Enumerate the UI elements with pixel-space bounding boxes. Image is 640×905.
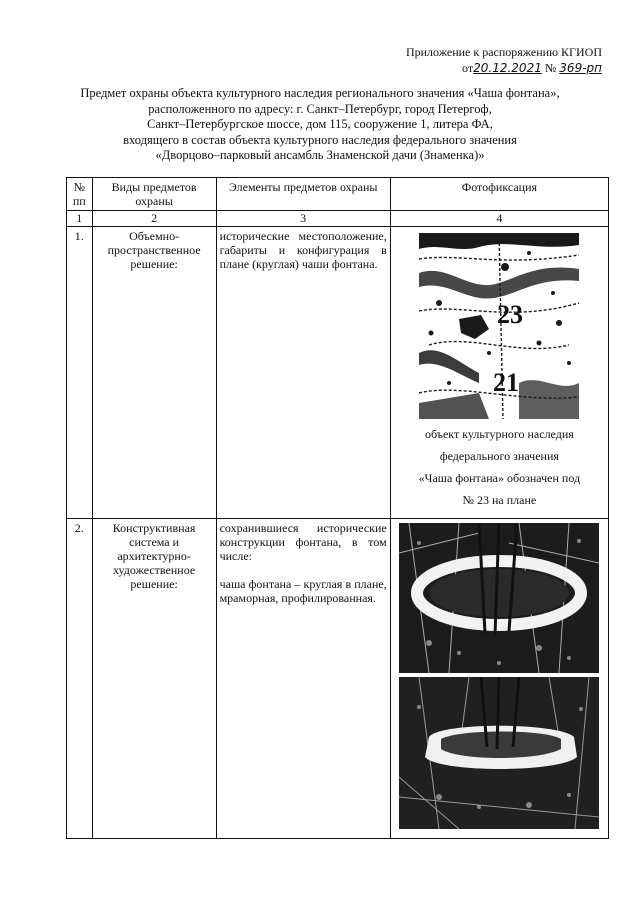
- caption-line: объект культурного наследия: [424, 427, 574, 441]
- plan-label-23: 23: [497, 300, 524, 329]
- col-number: 3: [216, 211, 390, 227]
- row-photo-cell: [390, 227, 608, 519]
- row-elements: исторические местоположение, габариты и конфигурация в плане (круглая) чаши фонтана.: [216, 227, 390, 519]
- header-photo: Фотофиксация: [390, 178, 608, 211]
- row-elements: [216, 519, 390, 839]
- title-line: входящего в состав объекта культурного наследия федерального значения: [123, 132, 517, 147]
- table-row: [67, 519, 609, 839]
- table-row: [67, 227, 609, 519]
- row-kind: Объемно-пространственное решение:: [92, 227, 216, 519]
- title-line: Предмет охраны объекта культурного наследия регионального значения «Чаша фонтана»,: [80, 86, 560, 100]
- col-number: 2: [92, 211, 216, 227]
- date-prefix: от: [462, 61, 474, 75]
- appendix-date-line: [406, 60, 602, 76]
- title-line: Санкт–Петербургское шоссе, дом 115, сооружение 1, литера ФА,: [147, 117, 493, 131]
- row-number: 1.: [67, 227, 93, 519]
- fountain-photo-1: [399, 523, 599, 673]
- col-number: 1: [67, 211, 93, 227]
- elements-paragraph: сохранившиеся исторические конструкции фонтана, в том числе:: [219, 521, 387, 563]
- handwritten-date: 20.12.2021: [473, 61, 542, 75]
- row-photo-cell: [390, 519, 608, 839]
- caption-line: № 23 на плане: [462, 493, 537, 507]
- site-plan-image: [419, 233, 579, 419]
- appendix-line: Приложение к распоряжению КГИОП: [405, 45, 602, 59]
- protection-table: [66, 177, 609, 839]
- document-title: [40, 86, 600, 164]
- caption-line: «Чаша фонтана» обозначен под: [418, 471, 581, 485]
- column-number-row: [67, 211, 609, 227]
- table-header-row: [67, 178, 609, 211]
- plan-label-21: 21: [493, 368, 520, 397]
- header-kind: Виды предметов охраны: [92, 178, 216, 211]
- row-kind: Конструктивная система и архитектурно-художественное решение:: [92, 519, 216, 839]
- handwritten-number: 369-рп: [559, 61, 602, 75]
- title-line: расположенного по адресу: г. Санкт–Петербург, город Петергоф,: [148, 101, 492, 116]
- fountain-photo-2: [399, 677, 599, 829]
- appendix-header: [406, 44, 602, 76]
- header-elements: Элементы предметов охраны: [216, 178, 390, 211]
- number-label: №: [544, 61, 557, 75]
- row-number: 2.: [67, 519, 93, 839]
- caption-line: федерального значения: [439, 449, 559, 463]
- photo-caption: [394, 423, 605, 511]
- title-line: «Дворцово–парковый ансамбль Знаменской дачи (Знаменка)»: [155, 148, 485, 162]
- elements-paragraph: чаша фонтана – круглая в плане, мраморная, профилированная.: [219, 577, 387, 605]
- header-num: № пп: [67, 178, 93, 211]
- col-number: 4: [390, 211, 608, 227]
